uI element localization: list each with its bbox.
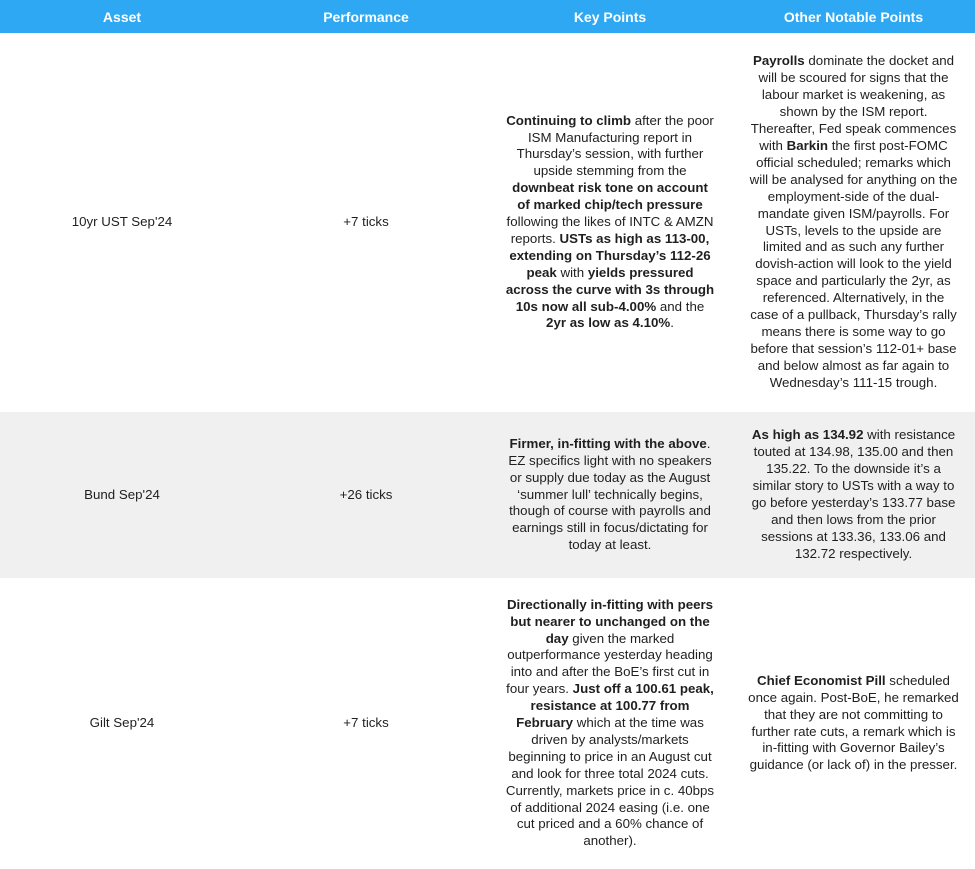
text-run: after the poor ISM Manufacturing report in Thursday’s session, with further upside stemming from the (516, 112, 714, 179)
table-row (0, 412, 975, 578)
text-run: with (556, 264, 588, 280)
text-run: following the likes of INTC & AMZN reports. (506, 214, 714, 246)
other-points-cell (732, 33, 975, 412)
asset-cell: Gilt Sep'24 (89, 715, 155, 731)
table-row (0, 33, 975, 412)
other-points-cell (732, 412, 975, 578)
text-run: and the (656, 298, 705, 314)
bold-text-run: As high as 134.92 (751, 427, 864, 443)
performance-cell: +7 ticks (343, 715, 389, 731)
bold-text-run: yields pressured across the curve with 3s through 10s now all sub-4.00% (505, 264, 715, 314)
asset-cell: 10yr UST Sep'24 (71, 214, 173, 230)
text-run: which at the time was driven by analysts/markets beginning to price in an August cut and look for three total 2024 cuts. Currently, markets price in c. 40bps of additional 2024 easing (i.e. one cut priced and a 60% chance of another). (505, 715, 715, 849)
header-row (0, 0, 975, 33)
bold-text-run: Continuing to climb (506, 112, 632, 128)
text-run: . EZ specifics light with no speakers or supply due today as the August ‘summer lull’ technically begins, though of course with payrolls and earnings still in focus/dictating for today at least. (508, 435, 712, 553)
header-key-points: Key Points (488, 0, 732, 33)
text-run: . (670, 315, 674, 331)
bold-text-run: Chief Economist Pill (757, 672, 886, 688)
key-points-cell (488, 412, 732, 578)
bold-text-run: Payrolls (752, 53, 805, 69)
table-row (0, 578, 975, 869)
header-other-points: Other Notable Points (732, 0, 975, 33)
bold-text-run: Barkin (786, 137, 829, 153)
text-run: given the marked outperformance yesterday heading into and after the BoE’s first cut in four years. (506, 630, 713, 697)
text-run: scheduled once again. Post-BoE, he remarked that they are not committing to further rate cuts, a remark which is in-fitting with Governor Bailey’s guidance (or lack of) in the presser. (748, 672, 959, 773)
key-points-cell (488, 578, 732, 869)
bold-text-run: downbeat risk tone on account of marked chip/tech pressure (512, 180, 708, 213)
other-points-cell (732, 578, 975, 869)
bold-text-run: USTs as high as 113-00, extending on Thursday’s 112-26 peak (509, 230, 711, 280)
bold-text-run: Directionally in-fitting with peers but nearer to unchanged on the day (506, 596, 714, 646)
bold-text-run: Just off a 100.61 peak, resistance at 100.77 from February (516, 681, 714, 731)
performance-cell: +7 ticks (343, 214, 389, 230)
key-points-cell (488, 33, 732, 412)
header-performance: Performance (244, 0, 488, 33)
asset-cell: Bund Sep'24 (0, 412, 244, 578)
bold-text-run: Firmer, in-fitting with the above (509, 435, 707, 451)
text-run: dominate the docket and will be scoured for signs that the labour market is weakening, as shown by the ISM report. Thereafter, Fed speak commences with (750, 53, 957, 153)
performance-cell: +26 ticks (244, 412, 488, 578)
text-run: the first post-FOMC official scheduled; remarks which will be analysed for anything on the employment-side of the dual-mandate given ISM/payrolls. For USTs, levels to the upside are limited and as such any further dovish-action will look to the yield space and particularly the 2yr, as referenced. Alternatively, in the case of a pullback, Thursday’s rally means there is some way to go before that session’s 112-01+ base and below almost as far again to Wednesday’s 111-15 trough. (749, 137, 958, 390)
text-run: with resistance touted at 134.98, 135.00 and then 135.22. To the downside it’s a similar story to USTs with a way to go before yesterday’s 133.77 base and then lows from the prior sessions at 133.36, 133.06 and 132.72 respectively. (751, 427, 956, 561)
header-asset: Asset (0, 0, 244, 33)
bold-text-run: 2yr as low as 4.10% (546, 315, 671, 331)
